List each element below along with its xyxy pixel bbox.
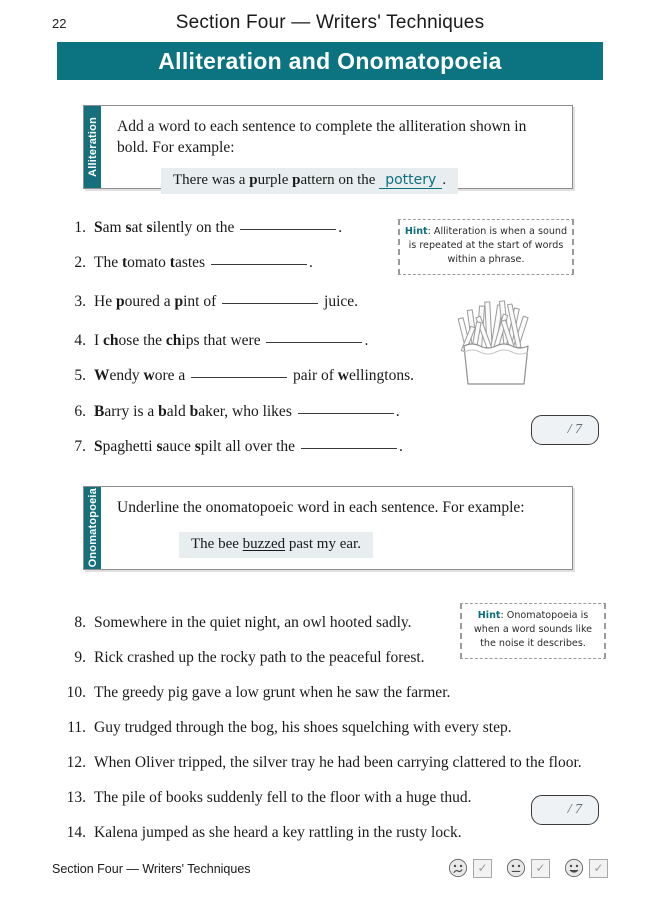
onom-example-before: The bee	[191, 536, 243, 553]
question-7-number: 7.	[74, 438, 86, 455]
question-6-number: 6.	[74, 403, 86, 420]
onomatopoeia-instruction-body	[101, 487, 572, 566]
answer-blank[interactable]	[301, 448, 397, 449]
answer-blank[interactable]	[266, 342, 362, 343]
example-answer: pottery	[379, 172, 442, 189]
footer-label: Section Four — Writers' Techniques	[52, 862, 251, 876]
question-11[interactable]	[60, 718, 512, 737]
hint-label: Hint	[477, 610, 501, 621]
example-mid-2: attern on the	[300, 171, 380, 188]
happy-face-icon	[564, 858, 584, 878]
question-6: 6. Barry is a bald baker, who likes .	[60, 402, 400, 421]
onomatopoeia-instruction-box	[83, 486, 573, 570]
example-bold-2: p	[292, 171, 301, 188]
sad-face-icon	[448, 858, 468, 878]
answer-blank[interactable]	[240, 229, 336, 230]
alliteration-tab-label: Alliteration	[86, 117, 99, 177]
running-head: Section Four — Writers' Techniques	[175, 12, 485, 33]
question-2: 2. The tomato tastes .	[60, 253, 313, 272]
question-7: 7. Spaghetti sauce spilt all over the .	[60, 437, 403, 456]
onomatopoeia-tab-label: Onomatopoeia	[86, 488, 99, 568]
sad-check-mark: ✓	[477, 861, 488, 875]
alliteration-instruction-text: Add a word to each sentence to complete the alliteration shown in bold. For example:	[117, 118, 527, 157]
alliteration-example	[161, 168, 458, 194]
carton-of-chips-illustration	[450, 296, 542, 386]
neutral-checkbox[interactable]	[531, 859, 550, 878]
happy-check-mark: ✓	[593, 861, 604, 875]
hint-text: : Onomatopoeia is when a word sounds like the noise it describes.	[473, 610, 593, 649]
question-8[interactable]	[60, 613, 412, 632]
onom-example-underlined-word: buzzed	[242, 536, 286, 553]
answer-blank[interactable]	[298, 413, 394, 414]
question-10-number: 10.	[66, 684, 86, 701]
alliteration-tab	[84, 106, 101, 188]
question-10-text: The greedy pig gave a low grunt when he saw the farmer.	[94, 684, 451, 701]
question-3-number: 3.	[74, 293, 86, 310]
question-13-text: The pile of books suddenly fell to the floor with a huge thud.	[94, 789, 472, 806]
question-9[interactable]	[60, 648, 425, 667]
alliteration-score-label: / 7	[567, 422, 582, 437]
question-10[interactable]	[60, 683, 450, 702]
alliteration-hint	[398, 219, 574, 275]
question-8-number: 8.	[74, 614, 86, 631]
question-9-text: Rick crashed up the rocky path to the peaceful forest.	[94, 649, 425, 666]
example-mid-1: urple	[257, 171, 293, 188]
neutral-check-mark: ✓	[535, 861, 546, 875]
question-3: 3. He poured a pint of juice.	[60, 292, 358, 311]
question-11-number: 11.	[67, 719, 86, 736]
question-1-number: 1.	[74, 219, 86, 236]
question-13-number: 13.	[66, 789, 86, 806]
onomatopoeia-score-label: / 7	[567, 802, 582, 817]
onomatopoeia-instruction-text: Underline the onomatopoeic word in each sentence. For example:	[117, 499, 525, 516]
question-1: 1. Sam sat silently on the .	[60, 218, 342, 237]
question-14[interactable]	[60, 823, 462, 842]
question-4: 4. I chose the chips that were .	[60, 331, 368, 350]
question-5: 5. Wendy wore a pair of wellingtons.	[60, 366, 414, 385]
alliteration-score-box[interactable]	[531, 415, 599, 445]
page-title: Alliteration and Onomatopoeia	[57, 42, 603, 80]
alliteration-instruction-box	[83, 105, 573, 189]
question-14-text: Kalena jumped as she heard a key rattling in the rusty lock.	[94, 824, 462, 841]
page-number: 22	[52, 16, 67, 31]
hint-text: : Alliteration is when a sound is repeated at the start of words within a phrase.	[408, 226, 568, 265]
answer-blank[interactable]	[222, 303, 318, 304]
onomatopoeia-tab	[84, 487, 101, 569]
question-8-text: Somewhere in the quiet night, an owl hooted sadly.	[94, 614, 412, 631]
example-bold-1: p	[249, 171, 258, 188]
onomatopoeia-score-box[interactable]	[531, 795, 599, 825]
example-before: There was a	[173, 171, 250, 188]
question-4-number: 4.	[74, 332, 86, 349]
alliteration-instruction-body	[101, 106, 572, 202]
question-14-number: 14.	[66, 824, 86, 841]
hint-label: Hint	[404, 226, 428, 237]
onomatopoeia-hint	[460, 603, 606, 659]
onomatopoeia-example	[179, 532, 373, 558]
onom-example-after: past my ear.	[285, 536, 361, 553]
neutral-face-icon	[506, 858, 526, 878]
question-9-number: 9.	[74, 649, 86, 666]
self-assessment-happy[interactable]	[564, 858, 608, 878]
question-2-number: 2.	[74, 254, 86, 271]
question-11-text: Guy trudged through the bog, his shoes squelching with every step.	[94, 719, 512, 736]
answer-blank[interactable]	[191, 377, 287, 378]
question-12[interactable]	[60, 753, 582, 772]
happy-checkbox[interactable]	[589, 859, 608, 878]
question-12-text: When Oliver tripped, the silver tray he had been carrying clattered to the floor.	[94, 754, 582, 771]
question-13[interactable]	[60, 788, 472, 807]
example-after: .	[442, 171, 447, 188]
sad-checkbox[interactable]	[473, 859, 492, 878]
self-assessment-sad[interactable]	[448, 858, 492, 878]
self-assessment-row	[448, 858, 608, 878]
answer-blank[interactable]	[211, 264, 307, 265]
question-5-number: 5.	[74, 367, 86, 384]
self-assessment-neutral[interactable]	[506, 858, 550, 878]
question-12-number: 12.	[66, 754, 86, 771]
